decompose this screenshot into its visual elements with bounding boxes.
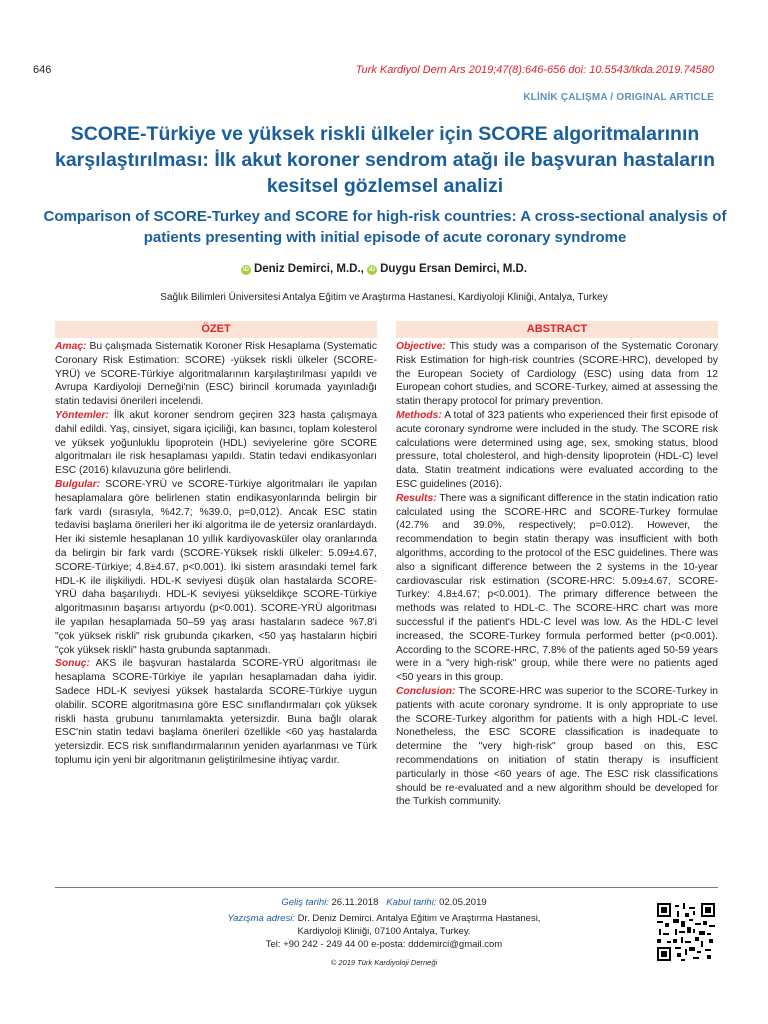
ozet-sonuc-label: Sonuç: (55, 658, 90, 670)
affiliation: Sağlık Bilimleri Üniversitesi Antalya Eğitim ve Araştırma Hastanesi, Kardiyoloji Kliniği, Antalya, Turkey (160, 292, 608, 303)
title-turkish: SCORE-Türkiye ve yüksek riskli ülkeler için SCORE algoritmalarının karşılaştırılması: İlk akut koroner sendrom atağı ile başvuran hastaların kesitsel gözlemsel analizi (54, 123, 715, 197)
abstract-results-label: Results: (396, 492, 437, 504)
correspondence-contact: Tel: +90 242 - 249 44 00 e-posta: dddemirci@gmail.com (265, 939, 503, 950)
ozet-amac (55, 340, 377, 409)
abstract-heading: ABSTRACT (396, 321, 718, 338)
journal-reference: Turk Kardiyol Dern Ars 2019;47(8):646-656 doi: 10.5543/tkda.2019.74580 (355, 64, 714, 76)
ozet-yontemler-text: İlk akut koroner sendrom geçiren 323 hasta çalışmaya dahil edildi. Yaş, cinsiyet, sigara içiciliği, kan basıncı, toplam kolesterol ve yüksek yoğunluklu lipoprotein (HDL) seviyelerine göre SCORE algoritmaları ile risk hesaplaması yapıldı. Statin tedavi endikasyonları ESC (2016) kılavuzuna göre belirlendi. (55, 409, 377, 477)
correspondence-address-1: Dr. Deniz Demirci. Antalya Eğitim ve Araştırma Hastanesi, (297, 913, 541, 924)
abstract-column (396, 321, 718, 809)
received-date: 26.11.2018 (331, 897, 379, 908)
abstract-results (396, 492, 718, 685)
abstract-objective-text: This study was a comparison of the Systematic Coronary Risk Estimation for high-risk countries (SCORE-HRC), developed by the European Society of Cardiology (ESC) using data from 12 European cohort studies, and SCORE-Turkey, aimed at assessing the statin therapy protocol for primary prevention. (396, 341, 718, 408)
ozet-body (55, 340, 377, 768)
title-english: Comparison of SCORE-Turkey and SCORE for high-risk countries: A cross-sectional analysis of patients presenting with initial episode of acute coronary syndrome (43, 208, 727, 246)
ozet-bulgular (55, 478, 377, 657)
abstract-results-text: There was a significant difference in the statin indication ratio calculated using the SCORE-HRC and SCORE-Turkey formulae (42.7% and 39.0%, respectively; p=0.012). However, the recommendation to begin statin therapy was insufficient with both algorithms, according to the protocol of the ESC guidelines. There was also a significant difference between the 2 systems in the 10-year cardiovascular risk estimation (SCORE-HRC: 5.09±4.67, SCORE-Turkey: 4.8±4.67; p<0.001). The primary difference between the methods was related to HDL-C. The SCORE-HRC chart was more successful if the patient's HDL-C level was low. As the HDL-C level increased, the SCORE-Turkey formula performed better (p<0.001). According to the SCORE-HRC, 7.8% of the patients aged 50-59 years were in a "very high-risk" group, while there were no patients aged <50 years in this group. (396, 492, 718, 684)
ozet-heading: ÖZET (55, 321, 377, 338)
abstract-methods-label: Methods: (396, 409, 442, 421)
ozet-bulgular-text: SCORE-YRÜ ve SCORE-Türkiye algoritmaları ile yapılan hesaplamalara göre belirlenen statin endikasyonlarında belirgin bir fark vardı (sırasıyla, %42.7; %39.0, p=0,012). Ancak ESC statin tedavisi başlama önerileri her iki algoritma ile de yetersiz oranlardaydı. Her iki sistemle hesaplanan 10 yıllık kardiyovasküler olay oranlarında da belirgin bir fark vardı (SCORE-Yüksek riskli ülkeler: 5.09±4.67, SCORE-Türkiye; 4.8±4.67, p<0.001). İki sistem arasındaki temel fark HDL-K ile ilişkiliydi. HDL-K seviyesi düşük olan hastalarda SCORE-YRÜ daha başarılıydı. HDL-K seviyesi yükseldikçe SCORE-Türkiye algoritmasının başarısı artıyordu (p<0.001). SCORE-YRÜ algoritması ile yapılan hesaplamada 50–59 yaş arası hastaların sadece %7.8'i "çok yüksek riskli" risk grubunda çıkarken, <50 yaş hastaların hiçbiri "çok yüksek riskli" hasta grubunda saptanmadı. (55, 478, 377, 656)
page-number: 646 (33, 64, 52, 76)
accepted-label: Kabul tarihi: (386, 897, 437, 908)
section-label: KLİNİK ÇALIŞMA / ORIGINAL ARTICLE (523, 92, 714, 103)
received-label: Geliş tarihi: (281, 897, 329, 908)
abstract-objective-label: Objective: (396, 341, 446, 352)
author-name: Duygu Ersan Demirci, M.D. (380, 263, 528, 275)
ozet-yontemler-label: Yöntemler: (55, 409, 109, 421)
abstract-body (396, 340, 718, 809)
accepted-date: 02.05.2019 (439, 897, 487, 908)
abstract-methods-text: A total of 323 patients who experienced their first episode of acute coronary syndrome were included in the study. The SCORE risk calculations were determined using age, sex, smoking status, blood pressure, total cholesterol, and high-density lipoprotein (HDL-C) level data. Statin treatment indications were evaluated according to the ESC guidelines (2016). (396, 409, 719, 490)
correspondence-line-1 (0, 913, 768, 924)
authors (0, 263, 768, 275)
abstract-objective (396, 340, 718, 409)
ozet-sonuc-text: AKS ile başvuran hastalarda SCORE-YRÜ algoritması ile hesaplama SCORE-Türkiye ile yapılan hesaplamadan daha iyidir. Sadece HDL-K seviyesi yüksek hastalarda SCORE-Türkiye uygun olabilir. SCORE algoritmasına göre ESC sınıflandırmaları çok yüksek riskli hasta grubunu tanımlamakta yetersizdir. Buna bağlı olarak ESC'nin statin tedavi başlama önerileri özellikle <60 yaş hastalarda yetersizdir. ECS risk sınıflandırmalarının yeniden ayarlanması ve Türk toplumu için yeni bir algoritmanın geliştirilmesine ihtiyaç vardır. (55, 658, 377, 766)
orcid-icon[interactable]: iD (369, 267, 376, 273)
abstract-methods (396, 409, 718, 492)
author-name: Deniz Demirci, M.D., (253, 263, 364, 275)
correspondence-label: Yazışma adresi: (227, 913, 295, 924)
copyright: © 2019 Türk Kardiyoloji Derneği (330, 958, 438, 967)
ozet-sonuc (55, 657, 377, 767)
ozet-bulgular-label: Bulgular: (55, 478, 101, 490)
abstract-conclusion-text: The SCORE-HRC was superior to the SCORE-Turkey in patients with acute coronary syndrome. It is only appropriate to use the SCORE-Turkey algorithm for patients with a high HDL-C level. Nonetheless, the ESC SCORE classification is inadequate to determine the "very high-risk" group based on this, ESC recommendations on initiation of statin therapy is insufficient particularly in those <60 years of age. The ESC risk classifications should be re-evaluated and a new algorithm should be developed for the Turkish community. (396, 685, 718, 808)
correspondence-address-2: Kardiyoloji Kliniği, 07100 Antalya, Turkey. (297, 926, 471, 937)
orcid-icon[interactable]: iD (242, 267, 249, 273)
dates-line (0, 897, 768, 908)
ozet-amac-label: Amaç: (55, 341, 87, 352)
ozet-yontemler (55, 409, 377, 478)
ozet-amac-text: Bu çalışmada Sistematik Koroner Risk Hesaplama (Systematic Coronary Risk Estimation: SCORE) -yüksek riskli ülkeler (SCORE-YRÜ) ve SCORE-Türkiye algoritmalarının karşılaştırılması yapıldı ve Avrupa Kardiyoloji Derneği'nin (ESC) birincil korumada yayınladığı statin tedavisi önerileri incelendi. (55, 341, 377, 408)
ozet-column (55, 321, 377, 768)
abstract-conclusion (396, 685, 718, 809)
abstract-conclusion-label: Conclusion: (396, 685, 456, 697)
footer-divider (55, 887, 718, 888)
qr-code-icon[interactable] (657, 903, 715, 961)
